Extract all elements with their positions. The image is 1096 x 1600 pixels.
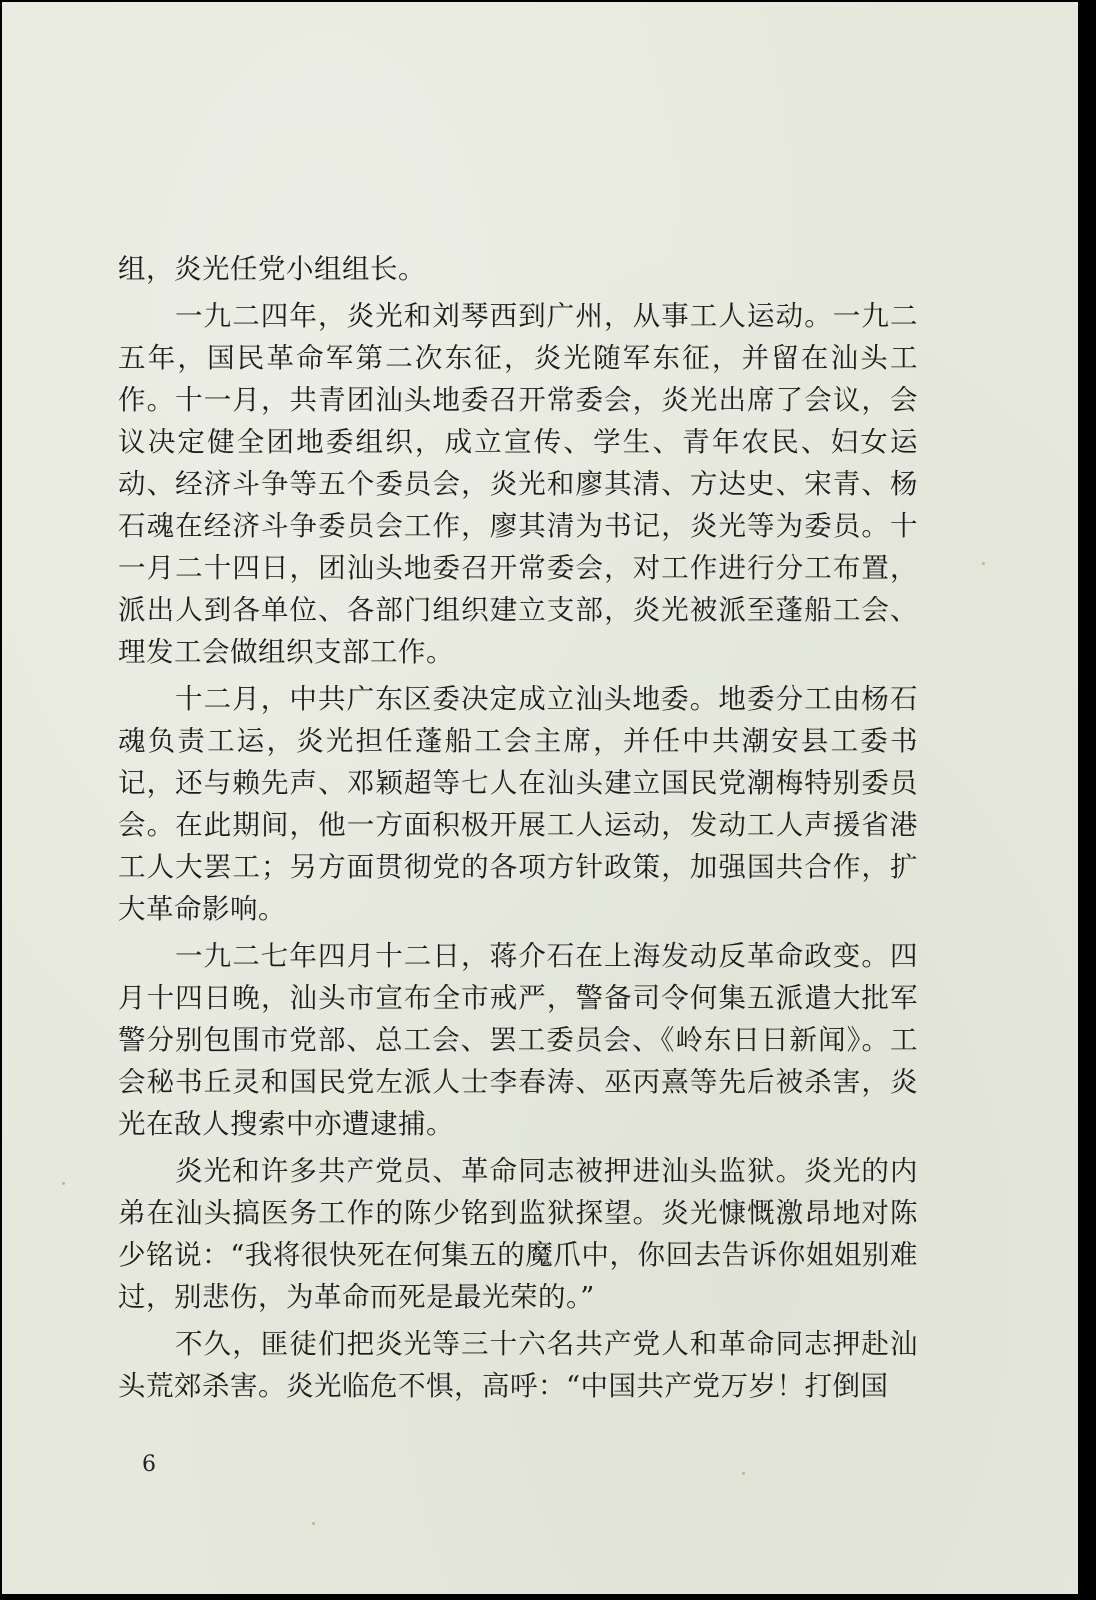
paragraph: 一九二七年四月十二日，蒋介石在上海发动反革命政变。四月十四日晚，汕头市宣布全市戒严，警备司令何集五派遣大批军警分别包围市党部、总工会、罢工委员会、《岭东日日新闻》。工会秘书丘灵和国民党左派人士李春涛、巫丙熹等先后被杀害，炎光在敌人搜索中亦遭逮捕。	[118, 940, 918, 1140]
paper-speck	[742, 1472, 745, 1475]
paragraph: 十二月，中共广东区委决定成立汕头地委。地委分工由杨石魂负责工运，炎光担任蓬船工会主席，并任中共潮安县工委书记，还与赖先声、邓颖超等七人在汕头建立国民党潮梅特别委员会。在此期间，他一方面积极开展工人运动，发动工人声援省港工人大罢工；另方面贯彻党的各项方针政策，加强国共合作，扩大革命影响。	[118, 683, 918, 925]
paper-speck	[62, 1182, 65, 1185]
paper-speck	[312, 1522, 315, 1525]
body-text	[118, 248, 918, 1412]
paragraph: 不久，匪徒们把炎光等三十六名共产党人和革命同志押赴汕头荒郊杀害。炎光临危不惧，高呼：“中国共产党万岁！打倒国	[118, 1328, 918, 1402]
page-number: 6	[142, 1452, 156, 1477]
paragraph: 炎光和许多共产党员、革命同志被押进汕头监狱。炎光的内弟在汕头搞医务工作的陈少铭到监狱探望。炎光慷慨激昂地对陈少铭说：“我将很快死在何集五的魔爪中，你回去告诉你姐姐别难过，别悲伤，为革命而死是最光荣的。”	[118, 1155, 918, 1313]
paper-speck	[982, 562, 985, 565]
paragraph: 一九二四年，炎光和刘琴西到广州，从事工人运动。一九二五年，国民革命军第二次东征，炎光随军东征，并留在汕头工作。十一月，共青团汕头地委召开常委会，炎光出席了会议，会议决定健全团地委组织，成立宣传、学生、青年农民、妇女运动、经济斗争等五个委员会，炎光和廖其清、方达史、宋青、杨石魂在经济斗争委员会工作，廖其清为书记，炎光等为委员。十一月二十四日，团汕头地委召开常委会，对工作进行分工布置，派出人到各单位、各部门组织建立支部，炎光被派至蓬船工会、理发工会做组织支部工作。	[118, 300, 918, 668]
paragraph: 组，炎光任党小组组长。	[118, 253, 426, 285]
